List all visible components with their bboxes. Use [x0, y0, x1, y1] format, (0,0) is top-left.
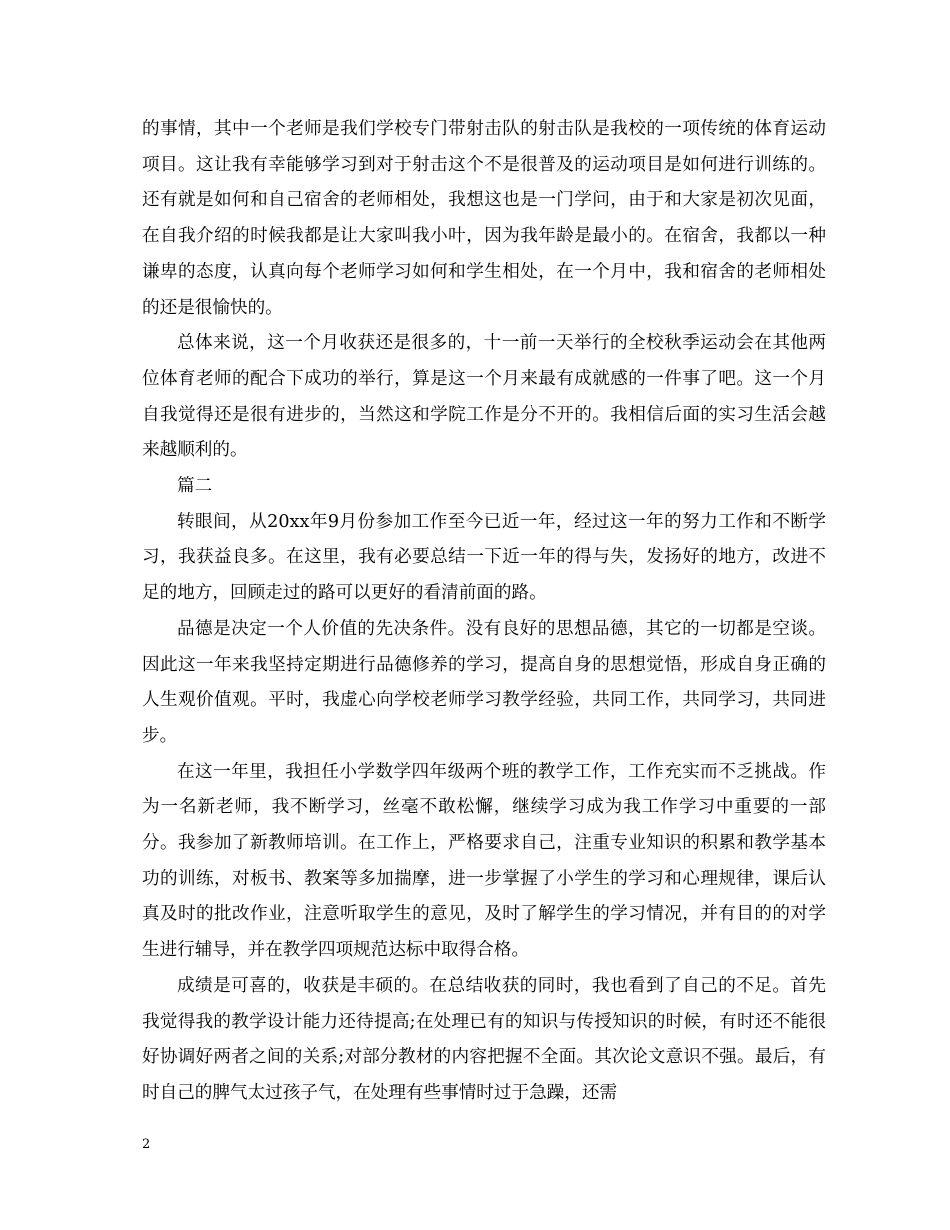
paragraph-summary: 总体来说，这一个月收获还是很多的，十一前一天举行的全校秋季运动会在其他两位体育老师的配合下成功的举行，算是这一个月来最有成就感的一件事了吧。这一个月自我觉得还是很有进步的，当然这和学院工作是分不开的。我相信后面的实习生活会越来越顺利的。: [142, 333, 826, 461]
body-text: [142, 112, 826, 1112]
paragraph-shortcomings: 成绩是可喜的，收获是丰硕的。在总结收获的同时，我也看到了自己的不足。首先我觉得我的教学设计能力还待提高;在处理已有的知识与传授知识的时候，有时还不能很好协调好两者之间的关系;对部分教材的内容把握不全面。其次论文意识不强。最后，有时自己的脾气太过孩子气，在处理有些事情时过于急躁，还需: [142, 975, 826, 1103]
paragraph-intro: 转眼间，从20xx年9月份参加工作至今已近一年，经过这一年的努力工作和不断学习，我获益良多。在这里，我有必要总结一下近一年的得与失，发扬好的地方，改进不足的地方，回顾走过的路可以更好的看清前面的路。: [142, 511, 826, 604]
paragraph-continuation: 的事情，其中一个老师是我们学校专门带射击队的射击队是我校的一项传统的体育运动项目。这让我有幸能够学习到对于射击这个不是很普及的运动项目是如何进行训练的。还有就是如何和自己宿舍的老师相处，我想这也是一门学问，由于和大家是初次见面，在自我介绍的时候我都是让大家叫我小叶，因为我年龄是最小的。在宿舍，我都以一种谦卑的态度，认真向每个老师学习如何和学生相处，在一个月中，我和宿舍的老师相处的还是很愉快的。: [142, 119, 826, 318]
page-number: 2: [142, 1137, 151, 1152]
section-heading: 篇二: [177, 476, 213, 497]
paragraph-teaching: 在这一年里，我担任小学数学四年级两个班的教学工作，工作充实而不乏挑战。作为一名新老师，我不断学习，丝毫不敢松懈，继续学习成为我工作学习中重要的一部分。我参加了新教师培训。在工作上，严格要求自己，注重专业知识的积累和教学基本功的训练，对板书、教案等多加揣摩，进一步掌握了小学生的学习和心理规律，课后认真及时的批改作业，注意听取学生的意见，及时了解学生的学习情况，并有目的的对学生进行辅导，并在教学四项规范达标中取得合格。: [142, 761, 826, 961]
paragraph-morality: 品德是决定一个人价值的先决条件。没有良好的思想品德，其它的一切都是空谈。因此这一年来我坚持定期进行品德修养的学习，提高自身的思想觉悟，形成自身正确的人生观价值观。平时，我虚心向学校老师学习教学经验，共同工作，共同学习，共同进步。: [142, 618, 826, 746]
